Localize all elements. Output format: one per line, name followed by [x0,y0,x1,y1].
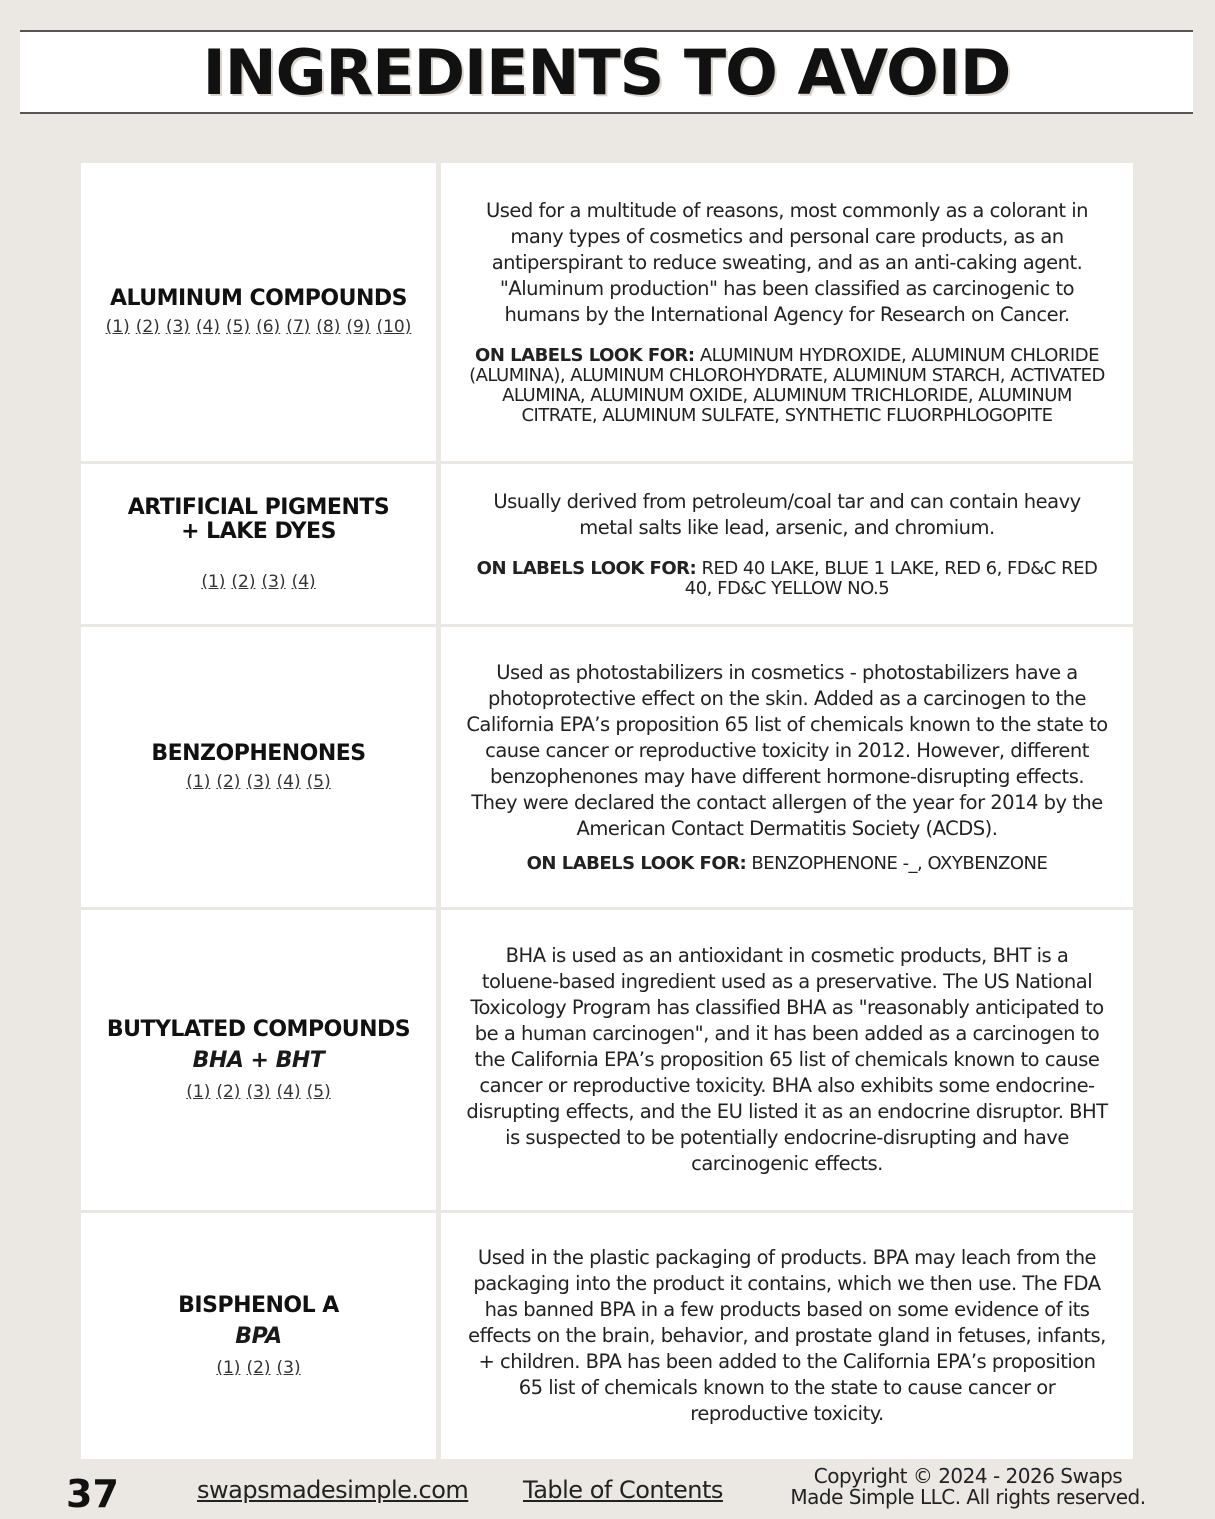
ingredient-abbreviation: BHA + BHT [192,1048,325,1073]
reference-link[interactable]: (7) [286,317,311,337]
reference-link[interactable]: (4) [276,1082,301,1102]
ingredient-description: Usually derived from petroleum/coal tar and can contain heavy metal salts like lead, arsenic, and chromium. [493,490,1081,539]
ingredient-name-cell [81,627,436,907]
ingredient-description-cell [441,464,1133,624]
ingredient-description-cell [441,163,1133,461]
ingredient-description: Used in the plastic packaging of products. BPA may leach from the packaging into the product it contains, which we then use. The FDA has banned BPA in a few products based on some evidence of its effects on the brain, behavior, and prostate gland in fetuses, infants, + children. BPA has been added to the California EPA’s proposition 65 list of chemicals known to the state to cause cancer or reproductive toxicity. [468,1246,1106,1425]
reference-link[interactable]: (1) [216,1358,241,1378]
ingredients-table [81,163,1133,1459]
reference-link[interactable]: (1) [201,572,226,592]
ingredient-description: Used as photostabilizers in cosmetics - photostabilizers have a photoprotective effect on the skin. Added as a carcinogen to the California EPA’s proposition 65 list of chemicals known to the state to cause cancer or reproductive toxicity in 2012. However, different benzophenones may have different hormone-disrupting effects. They were declared the contact allergen of the year for 2014 by the American Contact Dermatitis Society (ACDS). [466,661,1108,840]
reference-link[interactable]: (3) [246,772,271,792]
labels-prefix: ON LABELS LOOK FOR: [526,853,747,874]
reference-link[interactable]: (4) [291,572,316,592]
labels-list: BENZOPHENONE -_, OXYBENZONE [751,853,1048,874]
reference-links [183,772,333,792]
title-bar [20,30,1193,114]
reference-link[interactable]: (3) [276,1358,301,1378]
reference-link[interactable]: (3) [261,572,286,592]
table-row [81,627,1133,910]
ingredient-name: BENZOPHENONES [151,741,366,766]
table-row [81,163,1133,464]
reference-link[interactable]: (9) [346,317,371,337]
reference-link[interactable]: (3) [165,317,190,337]
reference-link[interactable]: (2) [216,1082,241,1102]
ingredient-description-cell [441,627,1133,907]
ingredient-name: BISPHENOL A [178,1293,339,1318]
page-title: INGREDIENTS TO AVOID [202,35,1011,109]
labels-prefix: ON LABELS LOOK FOR: [476,558,697,579]
ingredient-description-cell [441,910,1133,1210]
reference-link[interactable]: (10) [376,317,412,337]
reference-links [213,1358,303,1378]
ingredient-description-cell [441,1213,1133,1459]
website-link[interactable]: swapsmadesimple.com [197,1476,469,1504]
reference-link[interactable]: (2) [231,572,256,592]
reference-link[interactable]: (5) [306,772,331,792]
reference-link[interactable]: (5) [306,1082,331,1102]
reference-link[interactable]: (2) [216,772,241,792]
ingredient-name: ALUMINUM COMPOUNDS [110,286,407,311]
reference-link[interactable]: (5) [226,317,251,337]
ingredient-name-cell [81,464,436,624]
ingredient-name-cell [81,910,436,1210]
reference-link[interactable]: (1) [186,772,211,792]
reference-link[interactable]: (1) [186,1082,211,1102]
ingredient-description: BHA is used as an antioxidant in cosmetic products, BHT is a toluene-based ingredient used as a preservative. The US National Toxicology Program has classified BHA as "reasonably anticipated to be a human carcinogen", and it has been added as a carcinogen to the California EPA’s proposition 65 list of chemicals known to cause cancer or reproductive toxicity. BHA also exhibits some endocrine-disrupting effects, and the EU listed it as an endocrine disruptor. BHT is suspected to be potentially endocrine-disrupting and have carcinogenic effects. [466,944,1108,1175]
reference-link[interactable]: (4) [195,317,220,337]
ingredient-name: BUTYLATED COMPOUNDS [106,1017,411,1042]
reference-links [103,317,415,337]
labels-look-for [527,854,1048,874]
labels-list: RED 40 LAKE, BLUE 1 LAKE, RED 6, FD&C RED 40, FD&C YELLOW NO.5 [684,558,1098,599]
ingredient-name: ARTIFICIAL PIGMENTS + LAKE DYES [127,495,390,544]
reference-link[interactable]: (2) [246,1358,271,1378]
ingredient-description: Used for a multitude of reasons, most commonly as a colorant in many types of cosmetics and personal care products, as an antiperspirant to reduce sweating, and as an anti-caking agent. "Aluminum production" has been classified as carcinogenic to humans by the International Agency for Research on Cancer. [485,199,1089,326]
reference-link[interactable]: (8) [316,317,341,337]
ingredient-name-cell [81,163,436,461]
reference-link[interactable]: (4) [276,772,301,792]
reference-links [198,572,318,592]
reference-link[interactable]: (2) [135,317,160,337]
page-footer [0,1460,1215,1519]
page-number: 37 [66,1472,119,1516]
labels-look-for [465,559,1109,599]
reference-link[interactable]: (3) [246,1082,271,1102]
labels-look-for [465,346,1109,426]
copyright-notice: Copyright © 2024 - 2026 Swaps Made Simple LLC. All rights reserved. [790,1464,1146,1509]
table-row [81,910,1133,1213]
labels-list: ALUMINUM HYDROXIDE, ALUMINUM CHLORIDE (ALUMINA), ALUMINUM CHLOROHYDRATE, ALUMINUM STARCH, ACTIVATED ALUMINA, ALUMINUM OXIDE, ALUMINUM TRICHLORIDE, ALUMINUM CITRATE, ALUMINUM SULFATE, SYNTHETIC FLUORPHLOGOPITE [469,345,1105,426]
reference-link[interactable]: (6) [256,317,281,337]
ingredient-name-cell [81,1213,436,1459]
reference-links [183,1082,333,1102]
table-of-contents-link[interactable]: Table of Contents [523,1476,723,1504]
table-row [81,1213,1133,1459]
labels-prefix: ON LABELS LOOK FOR: [475,345,695,366]
ingredient-abbreviation: BPA [235,1324,282,1349]
reference-link[interactable]: (1) [105,317,130,337]
table-row [81,464,1133,627]
